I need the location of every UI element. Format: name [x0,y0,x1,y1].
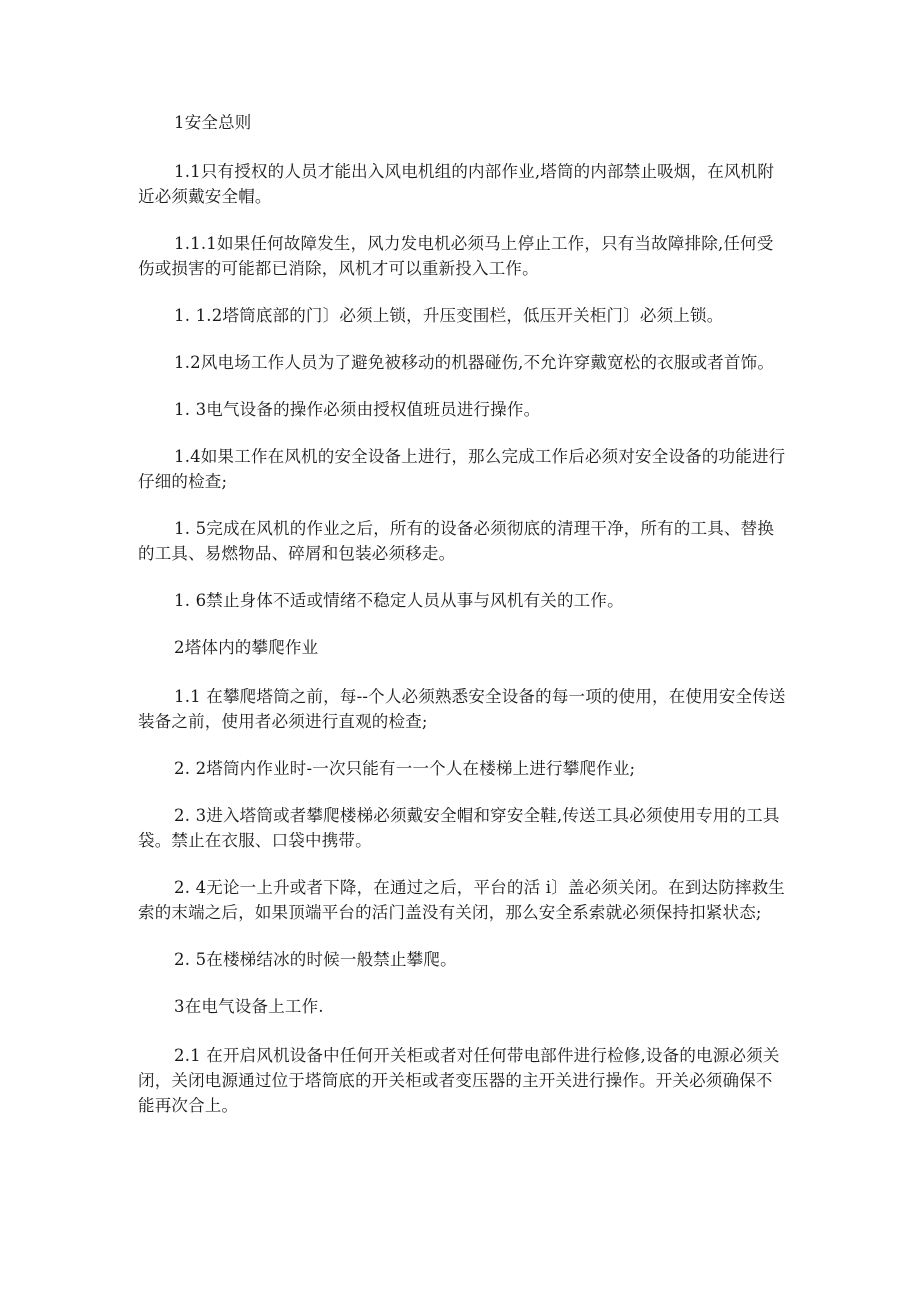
section-heading-1: 1安全总则 [174,113,252,132]
section-heading-3: 3在电气设备上工作. [174,997,324,1016]
paragraph-1-4: 1.4如果工作在风机的安全设备上进行，那么完成工作后必须对安全设备的功能进行仔细的检查; [138,447,786,491]
paragraph-1-1-2: 1. 1.2塔筒底部的门〕必须上锁，升压变围栏，低压开关柜门〕必须上锁。 [174,306,724,325]
section-heading-2: 2塔体内的攀爬作业 [174,638,319,657]
document-body [138,110,786,1140]
paragraph-1-6: 1. 6禁止身体不适或情绪不稳定人员从事与风机有关的工作。 [174,591,624,610]
paragraph-1-2: 1.2风电场工作人员为了避免被移动的机器碰伤,不允许穿戴宽松的衣服或者首饰。 [174,353,775,372]
paragraph-1-3: 1. 3电气设备的操作必须由授权值班员进行操作。 [174,400,541,419]
paragraph-1-1-1: 1.1.1如果任何故障发生，风力发电机必须马上停止工作，只有当故障排除,任何受伤或损害的可能都已消除，风机才可以重新投入工作。 [138,234,774,278]
paragraph-2-4: 2. 4无论一上升或者下降，在通过之后，平台的活 i〕盖必须关闭。在到达防摔救生索的末端之后，如果顶端平台的活门盖没有关闭，那么安全系索就必须保持扣紧状态; [138,878,786,922]
paragraph-1-5: 1. 5完成在风机的作业之后，所有的设备必须彻底的清理干净，所有的工具、替换的工具、易燃物品、碎屑和包装必须移走。 [138,519,775,563]
paragraph-2-5: 2. 5在楼梯结冰的时候一般禁止攀爬。 [174,950,457,969]
paragraph-3-1: 2.1 在开启风机设备中任何开关柜或者对任何带电部件进行检修,设备的电源必须关闭，关闭电源通过位于塔筒底的开关柜或者变压器的主开关进行操作。开关必须确保不能再次合上。 [138,1046,780,1115]
paragraph-1-1: 1.1只有授权的人员才能出入风电机组的内部作业,塔筒的内部禁止吸烟，在风机附近必须戴安全帽。 [138,162,775,206]
paragraph-2-3: 2. 3进入塔筒或者攀爬楼梯必须戴安全帽和穿安全鞋,传送工具必须使用专用的工具袋。禁止在衣服、口袋中携带。 [138,806,780,850]
paragraph-2-2: 2. 2塔筒内作业时-一次只能有一一个人在楼梯上进行攀爬作业; [174,759,636,778]
paragraph-2-1: 1.1 在攀爬塔筒之前，每--个人必须熟悉安全设备的每一项的使用，在使用安全传送装备之前，使用者必须进行直观的检查; [138,687,786,731]
